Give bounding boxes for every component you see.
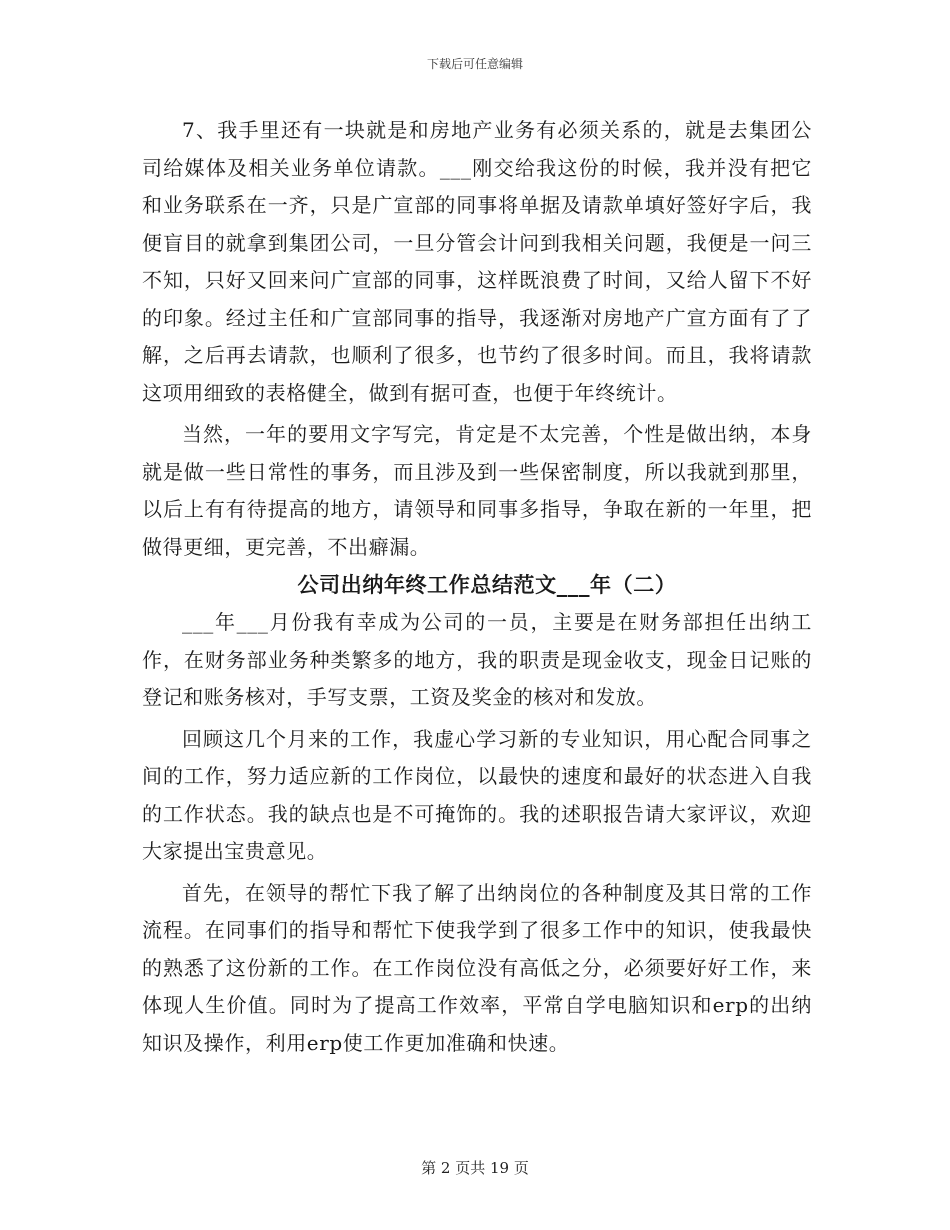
page-header-note: 下载后可任意编辑 (426, 57, 523, 71)
paragraph-first: 首先，在领导的帮忙下我了解了出纳岗位的各种制度及其日常的工作流程。在同事们的指导和帮忙下使我学到了很多工作中的知识，使我最快的熟悉了这份新的工作。在工作岗位没有高低之分，必须要好好工作，来体现人生价值。同时为了提高工作效率，平常自学电脑知识和erp的出纳知识及操作，利用erp使工作更加准确和快速。 (142, 880, 812, 1055)
page-number: 第 2 页共 19 页 (421, 1159, 529, 1177)
document-body (142, 112, 812, 1066)
paragraph-review: 回顾这几个月来的工作，我虚心学习新的专业知识，用心配合同事之间的工作，努力适应新的工作岗位，以最快的速度和最好的状态进入自我的工作状态。我的缺点也是不可掩饰的。我的述职报告请大家评议，欢迎大家提出宝贵意见。 (142, 726, 812, 863)
section-heading: 公司出纳年终工作总结范文___年（二） (297, 572, 677, 597)
paragraph-item-7: 7、我手里还有一块就是和房地产业务有必须关系的，就是去集团公司给媒体及相关业务单位请款。___刚交给我这份的时候，我并没有把它和业务联系在一齐，只是广宣部的同事将单据及请款单填好签好字后，我便盲目的就拿到集团公司，一旦分管会计问到我相关问题，我便是一问三不知，只好又回来问广宣部的同事，这样既浪费了时间，又给人留下不好的印象。经过主任和广宣部同事的指导，我逐渐对房地产广宣方面有了了解，之后再去请款，也顺利了很多，也节约了很多时间。而且，我将请款这项用细致的表格健全，做到有据可查，也便于年终统计。 (142, 118, 812, 405)
paragraph-intro: ___年___月份我有幸成为公司的一员，主要是在财务部担任出纳工作，在财务部业务种类繁多的地方，我的职责是现金收支，现金日记账的登记和账务核对，手写支票，工资及奖金的核对和发放。 (142, 610, 812, 709)
paragraph-conclusion: 当然，一年的要用文字写完，肯定是不太完善，个性是做出纳，本身就是做一些日常性的事务，而且涉及到一些保密制度，所以我就到那里，以后上有有待提高的地方，请领导和同事多指导，争取在新的一年里，把做得更细，更完善，不出癖漏。 (142, 422, 812, 559)
